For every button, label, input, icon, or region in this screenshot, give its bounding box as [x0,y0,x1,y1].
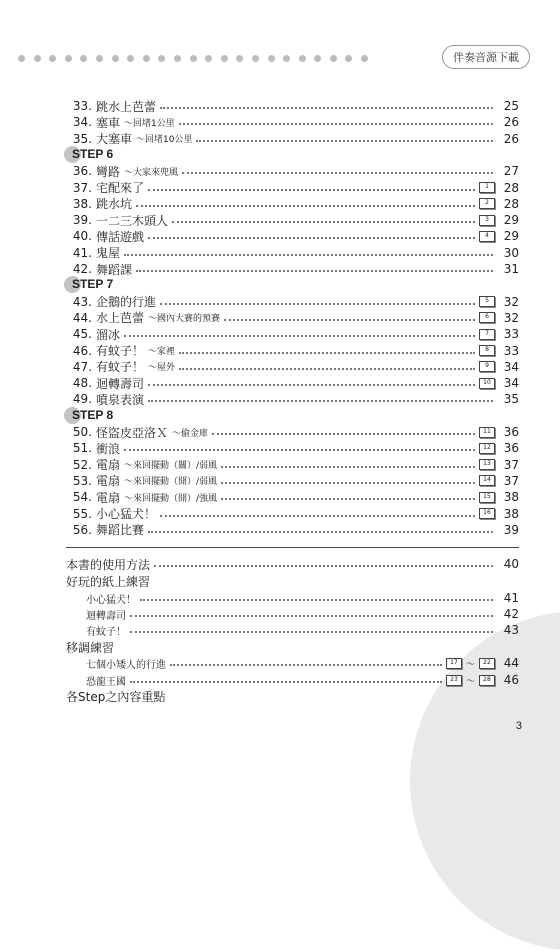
range-tilde: ～ [465,659,475,670]
page-number: 3 [515,720,522,732]
toc-entry[interactable] [66,98,519,114]
entry-subtitle: ～大家來兜風 [124,167,179,178]
toc-entry[interactable] [66,180,519,196]
dot-leader [148,531,493,533]
toc-entry[interactable] [66,326,519,342]
entry-page: 36 [503,425,519,439]
appendix-title: 本書的使用方法 [66,557,151,572]
entry-title: 跳水上芭蕾 [96,99,157,114]
track-number-tag: 5 [479,296,495,307]
entry-title: 彎路 [96,164,121,179]
toc-entry[interactable] [66,375,519,391]
entry-page: 36 [503,441,519,456]
entry-number: 34. [72,115,92,130]
entry-page: 28 [503,196,519,211]
appendix-title: 七個小矮人的行進 [86,659,166,671]
entry-page: 38 [503,490,519,505]
dot-leader [221,482,475,484]
toc-entry[interactable] [66,489,519,505]
header-dot [236,55,243,62]
entry-number: 37. [72,180,92,195]
entry-title: 溜冰 [96,327,121,342]
track-number-tag: 3 [479,215,495,226]
dot-leader [124,449,475,451]
dot-leader [154,565,493,567]
entry-title: 跳水坑 [96,197,133,212]
track-number-tag: 9 [479,361,495,372]
toc-entry[interactable] [66,114,519,130]
entry-page: 27 [503,164,519,179]
entry-number: 38. [72,196,92,211]
appendix-title: 各Step之內容重點 [66,689,166,704]
dot-leader [130,681,442,683]
track-number-tag: 23 [446,675,462,686]
toc-entry[interactable] [66,457,519,473]
entry-subtitle: ～家裡 [148,347,176,357]
entry-title: 鬼屋 [96,246,121,261]
entry-page: 26 [503,115,519,130]
entry-page: 38 [503,506,519,521]
dot-leader [136,205,475,207]
entry-title: 衝浪 [96,441,121,456]
appendix-title: 好玩的紙上練習 [66,574,151,589]
appendix-title: 有蚊子！ [86,626,126,638]
track-number-tag: 22 [479,658,495,669]
entry-number: 40. [72,229,92,244]
track-number-tag: 2 [479,198,495,209]
entry-page: 25 [503,99,519,113]
entry-page: 39 [503,522,519,537]
appendix-entry[interactable] [86,590,519,606]
dot-leader [212,433,475,435]
track-number-tag: 13 [479,459,495,470]
header-dot [96,55,103,62]
dot-leader [160,107,493,109]
entry-page: 32 [503,294,519,309]
entry-title: 電扇 [96,490,121,505]
entry-subtitle: ～偷金庫 [172,428,209,439]
toc-entry[interactable] [66,440,519,456]
entry-page: 29 [503,229,519,244]
entry-title: 有蚊子！ [96,360,145,375]
dot-leader [148,189,475,191]
toc-entry[interactable] [66,391,519,407]
appendix-entry[interactable] [86,622,519,638]
entry-number: 56. [72,522,92,537]
header-dot [330,55,337,62]
header-dot [361,55,368,62]
entry-subtitle: ～回堵10公里 [136,135,193,146]
header-dot [190,55,197,62]
entry-number: 43. [72,294,92,309]
toc-entry[interactable] [66,294,519,310]
appendix-entry[interactable] [86,672,519,688]
appendix-page: 46 [503,673,519,687]
dot-leader [160,515,475,517]
dot-leader [179,123,493,125]
entry-page: 35 [503,392,519,407]
toc-entry[interactable] [66,245,519,261]
appendix-title: 移調練習 [66,640,115,655]
track-number-tag: 15 [479,492,495,503]
entry-title: 噴泉表演 [96,392,145,407]
entry-title: 宅配來了 [96,181,145,195]
toc-entry[interactable] [66,473,519,489]
track-number-tag: 17 [446,658,462,669]
entry-number: 50. [72,425,92,439]
toc-entry[interactable] [66,343,519,359]
dot-leader [148,384,475,386]
entry-number: 55. [72,506,92,521]
entry-number: 47. [72,359,92,374]
dot-leader [148,400,493,402]
entry-page: 33 [503,343,519,358]
appendix-title: 小心猛犬！ [86,594,136,606]
dot-leader [221,498,475,500]
header-dots [18,55,368,62]
entry-page: 28 [503,180,519,195]
track-number-tag: 11 [479,427,495,438]
header-dot [158,55,165,62]
header-dot [314,55,321,62]
toc-entry[interactable] [66,359,519,375]
dot-leader [179,368,475,370]
track-number-tag: 28 [479,675,495,686]
entry-page: 34 [503,359,519,374]
track-number-tag: 7 [479,329,495,340]
entry-title: 舞蹈比賽 [96,523,145,538]
appendix-page: 42 [503,607,519,621]
entry-title: 電扇 [96,474,121,489]
entry-title: 怪盜皮亞洛Ｘ [96,425,169,440]
toc-entry[interactable] [66,261,519,277]
entry-title: 企鵝的行進 [96,295,157,310]
appendix-entry[interactable] [66,688,165,704]
dot-leader [179,352,475,354]
dot-leader [130,615,493,617]
dot-leader [136,270,493,272]
toc-entry[interactable] [66,424,519,440]
header-dot [345,55,352,62]
entry-page: 30 [503,245,519,260]
header-dot [65,55,72,62]
toc-entry[interactable] [66,163,519,179]
appendix-page: 40 [503,557,519,571]
header-dot [18,55,25,62]
entry-page: 29 [503,213,519,228]
appendix-entry[interactable] [66,556,519,572]
entry-page: 31 [503,262,519,276]
appendix-page: 41 [503,591,519,605]
entry-page: 37 [503,457,519,472]
dot-leader [140,599,493,601]
entry-title: 大塞車 [96,132,133,147]
header-dot [221,55,228,62]
entry-subtitle: ～屋外 [148,363,176,374]
header-dot [127,55,134,62]
appendix-page: 43 [503,623,519,637]
entry-title: 一二三木頭人 [96,213,169,228]
header-dot [49,55,56,62]
step-label: STEP 8 [72,407,114,422]
toc-entry[interactable] [66,310,519,326]
dot-leader [148,237,475,239]
appendix-entry[interactable] [86,606,519,622]
track-number-tag: 10 [479,378,495,389]
entry-number: 35. [72,131,92,146]
toc-entry[interactable] [66,228,519,244]
entry-title: 小心猛犬！ [96,507,157,521]
entry-page: 34 [503,376,519,391]
toc-entry[interactable] [66,212,519,228]
audio-download-badge: 伴奏音源下載 [442,45,530,69]
track-number-tag: 8 [479,345,495,356]
step-label: STEP 6 [72,146,114,161]
track-number-tag: 1 [479,182,495,193]
header-dot [143,55,150,62]
entry-number: 51. [72,441,92,456]
dot-leader [221,466,475,468]
toc-entry[interactable] [66,522,519,538]
header-dot [252,55,259,62]
track-number-tag: 16 [479,508,495,519]
dot-leader [124,335,475,337]
dot-leader [130,631,493,633]
dot-leader [182,172,493,174]
step-label: STEP 7 [72,277,114,292]
toc-entry[interactable] [66,506,519,522]
entry-number: 46. [72,343,92,358]
entry-title: 有蚊子！ [96,344,145,358]
appendix-entry[interactable] [86,655,519,671]
header-dot [80,55,87,62]
entry-number: 42. [72,262,92,276]
track-number-tag: 14 [479,475,495,486]
entry-subtitle: ～來回擺動（開）/弱風 [124,477,218,488]
entry-title: 舞蹈課 [96,262,133,277]
appendix-entry[interactable] [66,639,114,655]
toc-entry[interactable] [66,131,519,147]
entry-subtitle: ～來回擺動（開）/強風 [124,493,218,504]
section-divider [66,547,519,548]
entry-number: 49. [72,392,92,407]
entry-page: 32 [503,310,519,325]
entry-number: 53. [72,473,92,488]
entry-number: 44. [72,310,92,325]
toc-entry[interactable] [66,196,519,212]
header-dot [299,55,306,62]
appendix-entry[interactable] [66,573,150,589]
entry-number: 36. [72,164,92,179]
header-dot [268,55,275,62]
header-dot [34,55,41,62]
header-dot [283,55,290,62]
entry-title: 迴轉壽司 [96,376,145,391]
range-tilde: ～ [465,676,475,687]
entry-title: 傳話遊戲 [96,229,145,244]
dot-leader [160,303,475,305]
entry-number: 52. [72,457,92,472]
header-dot [174,55,181,62]
entry-title: 電扇 [96,458,121,473]
dot-leader [196,140,493,142]
appendix-page: 44 [503,656,519,670]
appendix-title: 迴轉壽司 [86,610,126,622]
track-number-tag: 6 [479,312,495,323]
entry-number: 39. [72,213,92,228]
header-dot [205,55,212,62]
entry-number: 41. [72,245,92,260]
entry-number: 54. [72,490,92,505]
header-dot [112,55,119,62]
entry-subtitle: ～國內大賽的預賽 [148,314,221,325]
entry-subtitle: ～來回擺動（關）/弱風 [124,461,218,472]
entry-title: 塞車 [96,115,121,130]
entry-page: 33 [503,327,519,342]
dot-leader [170,664,442,666]
entry-number: 33. [72,99,92,113]
entry-number: 45. [72,327,92,342]
appendix-title: 恐龍王國 [86,676,126,688]
entry-page: 37 [503,473,519,488]
track-number-tag: 4 [479,231,495,242]
entry-subtitle: ～回堵1公里 [124,118,175,129]
entry-number: 48. [72,376,92,391]
entry-title: 水上芭蕾 [96,311,145,326]
dot-leader [172,221,475,223]
dot-leader [224,319,475,321]
dot-leader [124,254,493,256]
track-number-tag: 12 [479,443,495,454]
entry-page: 26 [503,131,519,146]
